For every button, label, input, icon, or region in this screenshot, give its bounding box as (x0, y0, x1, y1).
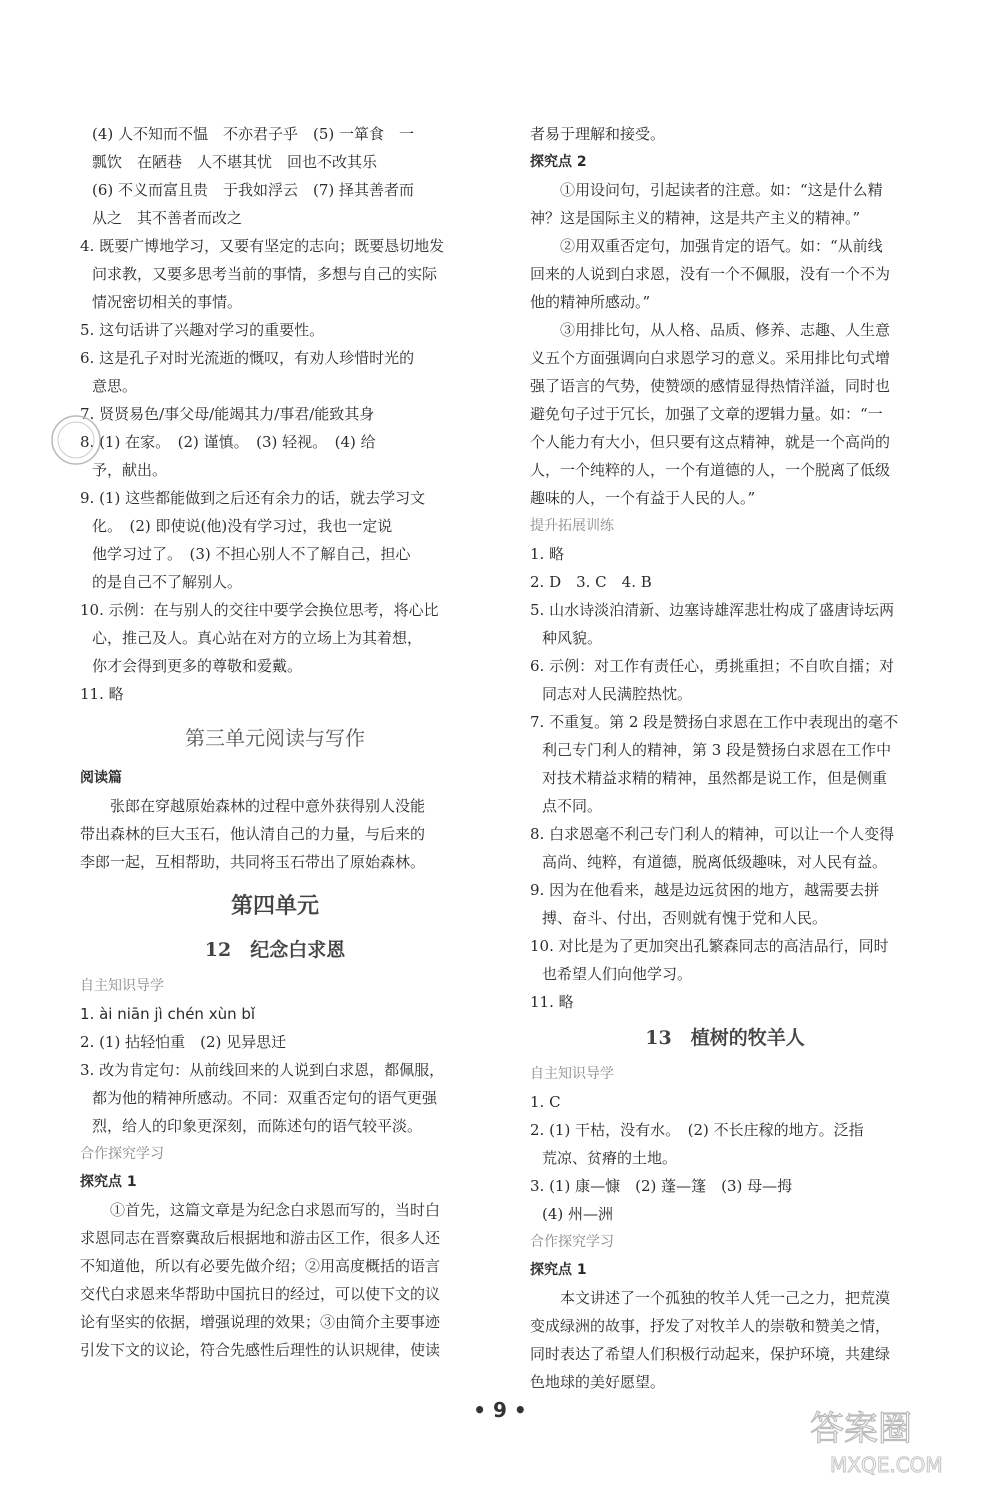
text-line: 心，推己及人。真心站在对方的立场上为其着想， (92, 629, 423, 647)
text-line: (4) 州—洲 (542, 1205, 614, 1223)
explore-point-label: 探究点 1 (530, 1262, 587, 1278)
text-line: 人，一个纯粹的人，一个有道德的人，一个脱离了低级 (530, 461, 891, 479)
text-line: 避免句子过于冗长，加强了文章的逻辑力量。如：“一 (530, 405, 883, 423)
text-line: 2. (1) 拈轻怕重 (2) 见异思迁 (80, 1033, 287, 1051)
text-line: 荒凉、贫瘠的土地。 (542, 1149, 678, 1167)
text-line: ③用排比句，从人格、品质、修养、志趣、人生意 (560, 321, 891, 339)
text-line: 10. 示例：在与别人的交往中要学会换位思考，将心比 (80, 601, 439, 619)
text-line: 对技术精益求精的精神，虽然都是说工作，但是侧重 (542, 769, 888, 787)
text-line: 1. C (530, 1093, 561, 1111)
section-heading: 自主知识导学 (80, 978, 164, 994)
text-line: 烈，给人的印象更深刻，而陈述句的语气较平淡。 (92, 1117, 423, 1135)
text-line: 种风貌。 (542, 629, 603, 647)
text-line: 1. 略 (530, 545, 565, 563)
text-line: 回来的人说到白求恩，没有一个不佩服，没有一个不为 (530, 265, 891, 283)
svg-text:MXQE.COM: MXQE.COM (830, 1453, 943, 1477)
text-line: 不知道他，所以有必要先做介绍；②用高度概括的语言 (80, 1257, 441, 1275)
page-number: • 9 • (473, 1398, 527, 1422)
stamp-icon (48, 412, 104, 468)
text-line: 10. 对比是为了更加突出孔繁森同志的高洁品行，同时 (530, 937, 889, 955)
text-line: 引发下文的议论，符合先感性后理性的认识规律，使读 (80, 1341, 441, 1359)
text-line: 搏、奋斗、付出，否则就有愧于党和人民。 (542, 909, 828, 927)
text-line: 9. 因为在他看来，越是边远贫困的地方，越需要去拼 (530, 881, 880, 899)
watermark-logo (800, 1400, 980, 1480)
text-line: (6) 不义而富且贵 于我如浮云 (7) 择其善者而 (92, 181, 415, 199)
text-line: 义五个方面强调向白求恩学习的意义。采用排比句式增 (530, 349, 891, 367)
text-line: ①首先，这篇文章是为纪念白求恩而写的，当时白 (110, 1201, 441, 1219)
text-line: 都为他的精神所感动。不同：双重否定句的语气更强 (92, 1089, 438, 1107)
text-line: 你才会得到更多的尊敬和爱戴。 (92, 657, 303, 675)
text-line: 7. 不重复。第 2 段是赞扬白求恩在工作中表现出的毫不 (530, 713, 899, 731)
text-line: 者易于理解和接受。 (530, 125, 666, 143)
section-heading: 合作探究学习 (80, 1146, 164, 1162)
text-line: 同志对人民满腔热忱。 (542, 685, 693, 703)
section-heading: 自主知识导学 (530, 1066, 614, 1082)
unit-4-title: 第四单元 (230, 893, 319, 919)
text-line: 3. (1) 康—慷 (2) 蓬—篷 (3) 母—拇 (530, 1177, 793, 1195)
text-line: 8. 白求恩毫不利己专门利人的精神，可以让一个人变得 (530, 825, 895, 843)
text-line: 化。 (2) 即使说(他)没有学习过，我也一定说 (92, 517, 393, 535)
left-column (80, 120, 470, 1364)
text-line: 本文讲述了一个孤独的牧羊人凭一己之力，把荒漠 (560, 1289, 891, 1307)
lesson-12-title: 12 纪念白求恩 (204, 939, 346, 961)
right-column (530, 120, 920, 1396)
lesson-13-title: 13 植树的牧羊人 (645, 1027, 805, 1049)
text-line: 8. (1) 在家。 (2) 谨慎。 (3) 轻视。 (4) 给 (80, 433, 376, 451)
text-line: 求恩同志在晋察冀敌后根据地和游击区工作，很多人还 (80, 1229, 441, 1247)
text-line: 个人能力有大小，但只要有这点精神，就是一个高尚的 (530, 433, 891, 451)
text-line: 的是自己不了解别人。 (92, 573, 243, 591)
text-line: 变成绿洲的故事，抒发了对牧羊人的崇敬和赞美之情， (530, 1317, 891, 1335)
text-line: 6. 这是孔子对时光流逝的慨叹，有劝人珍惜时光的 (80, 349, 415, 367)
text-line: 11. 略 (80, 685, 124, 703)
text-line: 7. 贤贤易色/事父母/能竭其力/事君/能致其身 (80, 405, 375, 423)
text-line: 9. (1) 这些都能做到之后还有余力的话，就去学习文 (80, 489, 426, 507)
text-line: 交代白求恩来华帮助中国抗日的经过，可以使下文的议 (80, 1285, 441, 1303)
text-line: 带出森林的巨大玉石，他认清自己的力量，与后来的 (80, 825, 426, 843)
text-line: 11. 略 (530, 993, 574, 1011)
text-line: 神？这是国际主义的精神，这是共产主义的精神。” (530, 209, 861, 227)
text-line: 4. 既要广博地学习，又要有坚定的志向；既要恳切地发 (80, 237, 445, 255)
text-line: 5. 这句话讲了兴趣对学习的重要性。 (80, 321, 325, 339)
text-line: 予，献出。 (92, 461, 168, 479)
text-line: 同时表达了希望人们积极行动起来，保护环境，共建绿 (530, 1345, 891, 1363)
text-line: 也希望人们向他学习。 (542, 965, 693, 983)
explore-point-label: 探究点 1 (80, 1174, 137, 1190)
text-line: 3. 改为肯定句：从前线回来的人说到白求恩，都佩服， (80, 1061, 445, 1079)
text-line: 问求教，又要多思考当前的事情，多想与自己的实际 (92, 265, 438, 283)
unit-3-title: 第三单元阅读与写作 (185, 726, 365, 750)
text-line: 强了语言的气势，使赞颂的感情显得热情洋溢，同时也 (530, 377, 891, 395)
text-line: 6. 示例：对工作有责任心，勇挑重担；不自吹自擂；对 (530, 657, 895, 675)
text-line: 李郎一起，互相帮助，共同将玉石带出了原始森林。 (80, 853, 426, 871)
text-line: 1. ài niān jì chén xùn bǐ (80, 1005, 256, 1023)
text-line: 他学习过了。 (3) 不担心别人不了解自己，担心 (92, 545, 411, 563)
text-line: 高尚、纯粹，有道德，脱离低级趣味，对人民有益。 (542, 853, 888, 871)
text-line: ②用双重否定句，加强肯定的语气。如：“从前线 (560, 237, 883, 255)
section-heading: 合作探究学习 (530, 1234, 614, 1250)
text-line: 意思。 (92, 377, 138, 395)
text-line: 论有坚实的依据，增强说理的效果；③由简介主要事迹 (80, 1313, 441, 1331)
text-line: 点不同。 (542, 797, 603, 815)
explore-point-label: 探究点 2 (530, 154, 587, 170)
text-line: 5. 山水诗淡泊清新、边塞诗雄浑悲壮构成了盛唐诗坛两 (530, 601, 895, 619)
text-line: 色地球的美好愿望。 (530, 1373, 666, 1391)
text-line: 从之 其不善者而改之 (92, 209, 243, 227)
text-line: 瓢饮 在陋巷 人不堪其忧 回也不改其乐 (92, 153, 378, 171)
text-line: (4) 人不知而不愠 不亦君子乎 (5) 一箪食 一 (92, 125, 415, 143)
text-line: 他的精神所感动。” (530, 293, 651, 311)
svg-text:答案圈: 答案圈 (810, 1409, 912, 1449)
section-heading: 提升拓展训练 (530, 518, 614, 534)
text-line: 2. D 3. C 4. B (530, 573, 652, 591)
text-line: 2. (1) 干枯，没有水。 (2) 不长庄稼的地方。泛指 (530, 1121, 864, 1139)
text-line: 利己专门利人的精神，第 3 段是赞扬白求恩在工作中 (542, 741, 892, 759)
reading-label: 阅读篇 (80, 770, 122, 786)
text-line: 趣味的人，一个有益于人民的人。” (530, 489, 756, 507)
text-line: ①用设问句，引起读者的注意。如：“这是什么精 (560, 181, 883, 199)
text-line: 张郎在穿越原始森林的过程中意外获得别人没能 (110, 797, 426, 815)
text-line: 情况密切相关的事情。 (92, 293, 243, 311)
